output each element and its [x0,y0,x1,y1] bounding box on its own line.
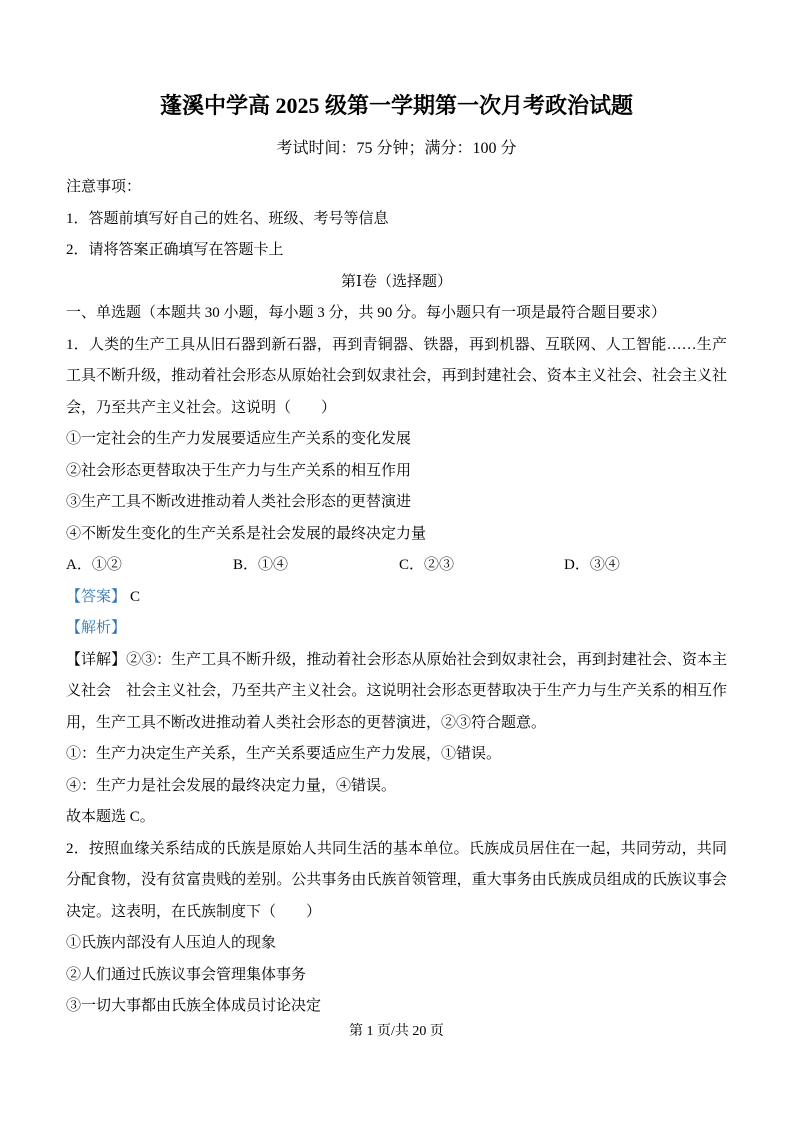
exam-body [66,172,727,1023]
question-1-options [66,550,727,582]
question-1-stem: 1．人类的生产工具从旧石器到新石器，再到青铜器、铁器，再到机器、互联网、人工智能……生产工具不断升级，推动着社会形态从原始社会到奴隶社会，再到封建社会、资本主义社会、社会主义社会，乃至共产主义社会。这说明（ ） [66,336,727,416]
answer-label: 【答案】 [66,588,127,605]
part-heading: 一、单选题（本题共 30 小题，每小题 3 分，共 90 分。每小题只有一项是最符合题目要求） [66,305,667,321]
question-2-statement-1: ①氏族内部没有人压迫人的现象 [66,935,277,951]
question-1-statement-3: ③生产工具不断改进推动着人类社会形态的更替演进 [66,494,412,510]
question-2-statement-3: ③一切大事都由氏族全体成员讨论决定 [66,998,322,1014]
question-1-explanation-1: ①：生产力决定生产关系，生产关系要适应生产力发展，①错误。 [66,746,502,762]
notice-item-1: 1．答题前填写好自己的姓名、班级、考号等信息 [66,210,389,227]
question-1-option-d: D．③④ [564,557,620,573]
question-1-conclusion: 故本题选 C。 [66,809,155,825]
volume-heading: 第Ⅰ卷（选择题） [341,273,452,290]
answer-value: C [130,588,141,605]
question-1-answer-line [66,582,727,614]
analysis-label: 【解析】 [66,620,127,636]
question-1-detail: 【详解】②③：生产工具不断升级，推动着社会形态从原始社会到奴隶社会，再到封建社会、资本主义社会 社会主义社会，乃至共产主义社会。这说明社会形态更替取决于生产力与生产关系的相互作用，生产工具不断改进推动着人类社会形态的更替演进，②③符合题意。 [66,651,727,731]
question-1-statement-4: ④不断发生变化的生产关系是社会发展的最终决定力量 [66,525,427,542]
notice-item-2: 2．请将答案正确填写在答题卡上 [66,242,284,258]
question-1-statement-2: ②社会形态更替取决于生产力与生产关系的相互作用 [66,462,412,479]
question-1-explanation-4: ④：生产力是社会发展的最终决定力量，④错误。 [66,777,397,794]
question-1-statement-1: ①一定社会的生产力发展要适应生产关系的变化发展 [66,431,412,447]
question-1-option-c: C．②③ [399,557,455,573]
question-1-option-a: A．①② [66,557,122,573]
question-2-statement-2: ②人们通过氏族议事会管理集体事务 [66,966,307,983]
question-2-stem: 2．按照血缘关系结成的氏族是原始人共同生活的基本单位。氏族成员居住在一起，共同劳动，共同分配食物，没有贫富贵贱的差别。公共事务由氏族首领管理，重大事务由氏族成员组成的氏族议事会决定。这表明，在氏族制度下（ ） [66,840,727,920]
exam-title: 蓬溪中学高 2025 级第一学期第一次月考政治试题 [159,93,633,118]
page-number-footer: 第 1 页/共 20 页 [349,1024,444,1039]
exam-subtitle: 考试时间：75 分钟；满分：100 分 [276,140,517,157]
notice-heading: 注意事项： [66,179,142,195]
question-1-option-b: B．①④ [233,557,289,573]
